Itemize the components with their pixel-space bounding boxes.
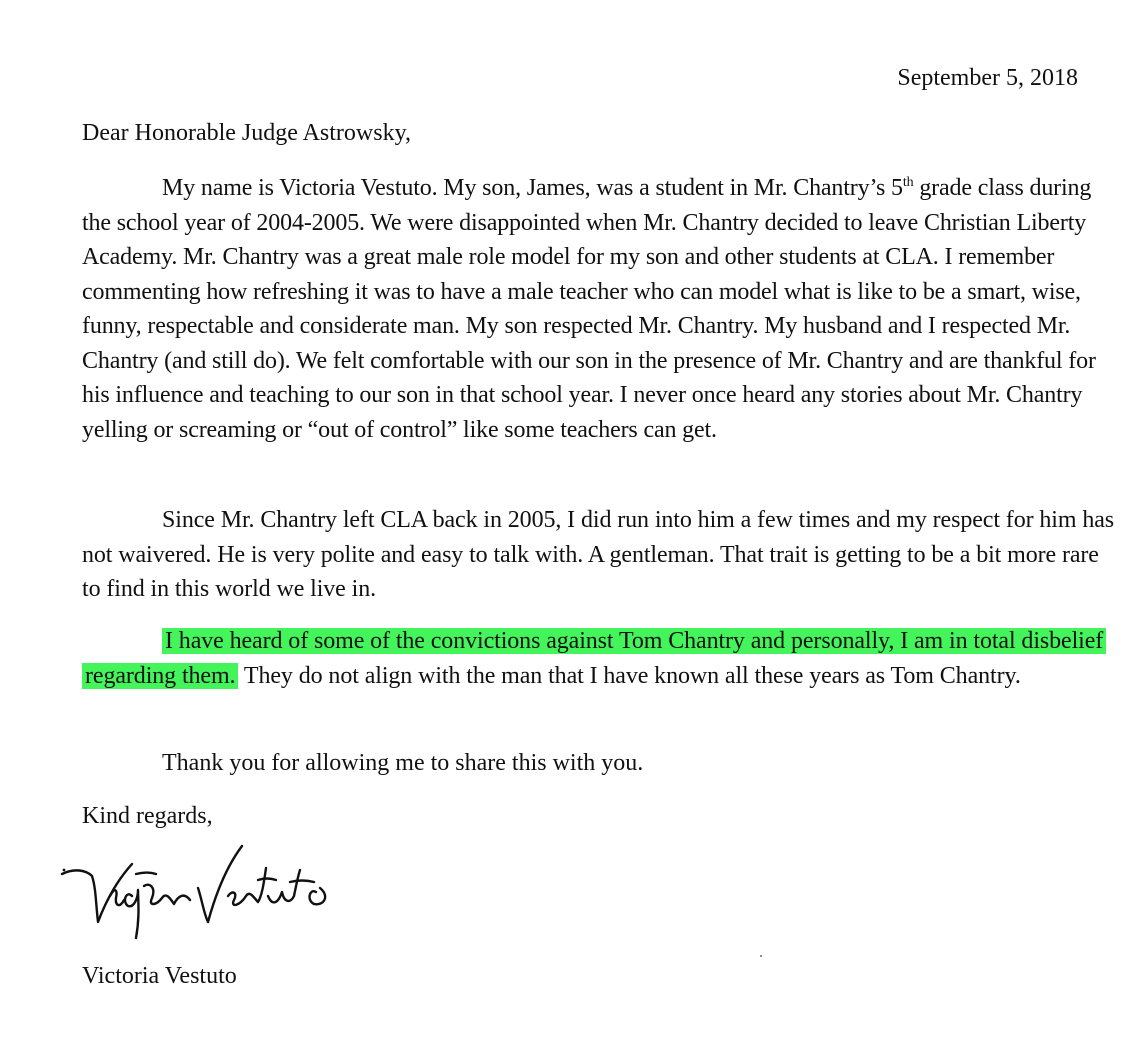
paragraph-1 xyxy=(82,171,1122,447)
closing: Kind regards, xyxy=(82,803,213,829)
ordinal-suffix: th xyxy=(902,175,914,190)
scan-speck xyxy=(760,955,762,957)
paragraph-3 xyxy=(82,624,1122,693)
paragraph-4: Thank you for allowing me to share this with you. xyxy=(162,750,644,776)
handwritten-signature xyxy=(58,826,378,946)
paragraph-3-text: They do not align with the man that I have known all these years as Tom Chantry. xyxy=(238,662,1021,689)
highlighted-text: I have heard of some of the convictions against Tom Chantry and personally, I am in total disbelief regarding them. xyxy=(82,628,1106,689)
salutation: Dear Honorable Judge Astrowsky, xyxy=(82,120,412,146)
letter-date: September 5, 2018 xyxy=(897,65,1078,91)
signer-name: Victoria Vestuto xyxy=(82,963,237,989)
paragraph-2: Since Mr. Chantry left CLA back in 2005, I did run into him a few times and my respect for him has not waivered. He is very polite and easy to talk with. A gentleman. That trait is getting to be a bit more rare to find in this world we live in. xyxy=(82,507,1115,602)
paragraph-1-text-continued: grade class during the school year of 2004-2005. We were disappointed when Mr. Chantry decided to leave Christian Liberty Academy. Mr. Chantry was a great male role model for my son and other students at CLA. I remember commenting how refreshing it was to have a male teacher who can model what is like to be a smart, wise, funny, respectable and considerate man. My son respected Mr. Chantry. My husband and I respected Mr. Chantry (and still do). We felt comfortable with our son in the presence of Mr. Chantry and are thankful for his influence and teaching to our son in that school year. I never once heard any stories about Mr. Chantry yelling or screaming or “out of control” like some teachers can get. xyxy=(82,175,1096,443)
paragraph-1-text: My name is Victoria Vestuto. My son, James, was a student in Mr. Chantry’s 5 xyxy=(162,175,903,201)
